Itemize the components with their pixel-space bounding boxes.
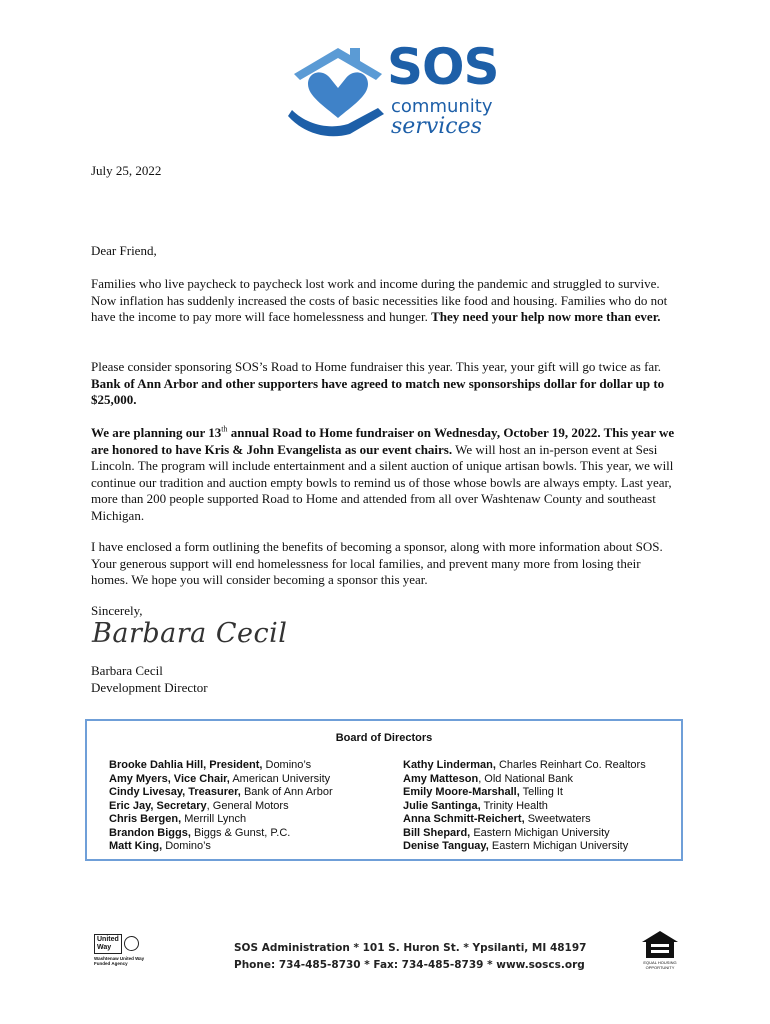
paragraph-1-bold: They need your help now more than ever.: [431, 309, 661, 324]
member-org: Trinity Health: [483, 799, 548, 812]
member-org: Domino’s: [165, 840, 211, 852]
board-member: [109, 759, 333, 773]
member-name: Bill Shepard,: [403, 826, 471, 839]
united-way-hand-icon: [124, 936, 139, 951]
logo-community-text: community: [391, 96, 493, 117]
board-member: [403, 786, 646, 800]
member-name: Eric Jay, Secretary: [109, 799, 207, 812]
paragraph-3-sup: th: [221, 424, 228, 434]
member-org: Eastern Michigan University: [491, 840, 629, 852]
signer-title: Development Director: [91, 679, 208, 695]
paragraph-2-text: Please consider sponsoring SOS’s Road to Home fundraiser this year. This year, your gift will go twice as far.: [91, 359, 662, 374]
united-way-note: Washtenaw United Way Funded Agency: [94, 956, 145, 966]
board-member: [109, 813, 333, 827]
paragraph-1: [91, 276, 681, 326]
board-member: [109, 773, 333, 787]
member-org: American University: [232, 772, 331, 785]
united-way-line1: United: [97, 936, 119, 943]
board-member: [403, 759, 646, 773]
equal-housing-logo: [640, 930, 680, 970]
paragraph-3-text: We will host an in-person event at Sesi Lincoln. The program will include entertainment and a silent auction of unique artisan bowls. This year, we will continue our tradition and auction empty bowls to remind us of those whose bowls are always empty. Last year, more than 200 people supported Road to Home and attended from all over Washtenaw County and southeast Michigan.: [91, 441, 674, 523]
member-org: Eastern Michigan University: [473, 826, 610, 839]
board-member: [109, 827, 333, 841]
board-member: [403, 827, 646, 841]
letter-closing: Sincerely,: [91, 603, 143, 618]
logo-services-text: services: [391, 114, 482, 139]
member-name: Denise Tanguay,: [403, 840, 489, 852]
letter-date: July 25, 2022: [91, 163, 162, 178]
paragraph-1-text: Families who live paycheck to paycheck lost work and income during the pandemic and struggled to survive. Now inflation has suddenly increased the costs of basic necessities like food and housing. Families who do not have the income to pay more will face homelessness and hunger.: [91, 276, 668, 324]
member-name: Brandon Biggs,: [109, 826, 191, 839]
board-member: [109, 800, 333, 814]
member-org: Charles Reinhart Co. Realtors: [498, 759, 646, 771]
board-column-left: [109, 759, 333, 854]
letter-footer: [0, 930, 770, 980]
member-name: Cindy Livesay, Treasurer,: [109, 786, 241, 798]
house-hands-icon: [288, 44, 388, 140]
member-org: Telling It: [522, 786, 563, 798]
equal-housing-icon: [640, 930, 680, 960]
member-org: Sweetwaters: [527, 813, 591, 825]
handwritten-signature: Barbara Cecil: [92, 618, 288, 649]
member-name: Anna Schmitt-Reichert,: [403, 813, 525, 825]
member-name: Matt King,: [109, 840, 163, 852]
member-name: Amy Myers, Vice Chair,: [109, 772, 230, 785]
board-member: [403, 773, 646, 787]
member-org: Domino’s: [265, 759, 312, 771]
board-member: [403, 813, 646, 827]
member-org: Merrill Lynch: [184, 813, 247, 825]
letter-greeting: Dear Friend,: [91, 243, 157, 258]
board-member: [109, 786, 333, 800]
paragraph-2: [91, 359, 681, 409]
paragraph-2-bold: Bank of Ann Arbor and other supporters have agreed to match new sponsorships dollar for dollar up to $25,000.: [91, 375, 665, 407]
member-org: , General Motors: [206, 799, 289, 812]
board-column-right: [403, 759, 646, 854]
paragraph-3: [91, 425, 681, 524]
member-name: Amy Matteson: [403, 772, 479, 785]
member-name: Chris Bergen,: [109, 813, 182, 825]
footer-contact: Phone: 734-485-8730 * Fax: 734-485-8739 * www.soscs.org: [234, 959, 585, 971]
member-name: Kathy Linderman,: [403, 759, 496, 771]
signer-block: [91, 663, 681, 696]
footer-address-block: [234, 940, 586, 974]
paragraph-3-bold-a: We are planning our 13: [91, 425, 222, 440]
board-of-directors-box: [85, 719, 683, 861]
sos-logo: [288, 38, 499, 140]
member-name: Brooke Dahlia Hill, President,: [109, 759, 263, 771]
footer-address: SOS Administration * 101 S. Huron St. * Ypsilanti, MI 48197: [234, 942, 587, 954]
member-org: , Old National Bank: [478, 772, 573, 785]
board-title: Board of Directors: [335, 732, 433, 744]
member-org: Bank of Ann Arbor: [243, 786, 333, 798]
equal-housing-note: EQUAL HOUSING OPPORTUNITY: [643, 960, 677, 970]
board-member: [403, 840, 646, 854]
board-member: [109, 840, 333, 854]
logo-sos-text: SOS: [387, 38, 499, 96]
united-way-box: [94, 934, 122, 954]
board-member: [403, 800, 646, 814]
member-org: Biggs & Gunst, P.C.: [193, 826, 291, 839]
paragraph-4: I have enclosed a form outlining the benefits of becoming a sponsor, along with more information about SOS. Your generous support will end homelessness for local families, and prevent many more from losing their homes. We hope you will consider becoming a sponsor this year.: [91, 539, 663, 587]
member-name: Julie Santinga,: [403, 799, 481, 812]
united-way-line2: Way: [97, 944, 112, 951]
member-name: Emily Moore-Marshall,: [403, 786, 520, 798]
signer-name: Barbara Cecil: [91, 663, 163, 678]
united-way-logo: [94, 934, 145, 968]
paragraph-3-bold-b: annual Road to Home fundraiser on Wednesday, October 19, 2022. This year we are honored to have Kris & John Evangelista as our event chairs.: [91, 425, 675, 457]
